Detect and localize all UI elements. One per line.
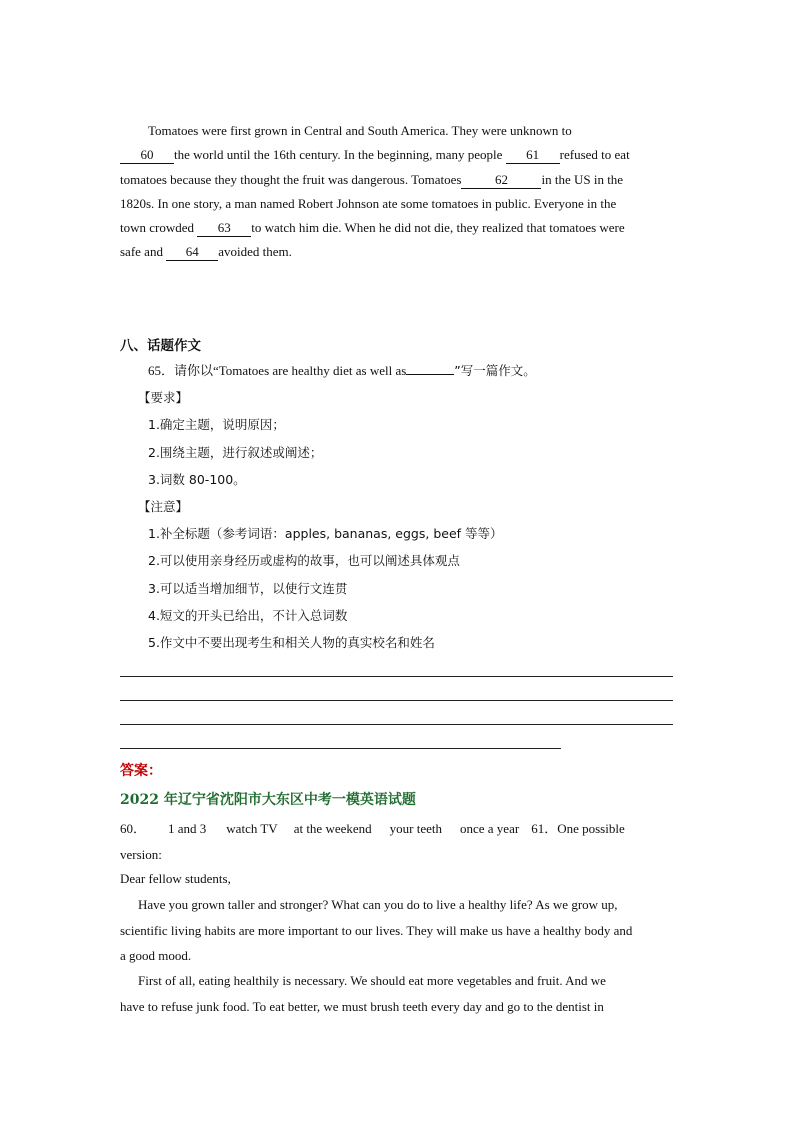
- passage-text: the world until the 16th century. In the beginning, many people: [174, 147, 503, 162]
- passage-text: avoided them.: [218, 244, 292, 259]
- answer-item: 1 and 3: [168, 821, 207, 836]
- passage-text: 1820s. In one story, a man named Robert Johnson ate some tomatoes in public. Everyone in the: [120, 196, 617, 211]
- letter-greeting: Dear fellow students,: [120, 871, 231, 886]
- essay-line: First of all, eating healthily is necessary. We should eat more vegetables and fruit. And we: [138, 973, 606, 988]
- notes-label: 【注意】: [138, 499, 189, 514]
- answer-item: once a year: [460, 821, 520, 836]
- writing-line[interactable]: [120, 676, 673, 677]
- passage-line-4: [120, 194, 680, 214]
- passage-text: Tomatoes were first grown in Central and South America. They were unknown to: [148, 123, 572, 138]
- title-blank[interactable]: [406, 374, 454, 375]
- essay-line: have to refuse junk food. To eat better, we must brush teeth every day and go to the dentist in: [120, 999, 604, 1014]
- passage-text: in the US in the: [541, 172, 624, 187]
- answer-number: 61．One possible: [531, 821, 625, 836]
- answer-label: 答案：: [120, 763, 162, 779]
- answer-item: your teeth: [389, 821, 442, 836]
- answer-item: at the weekend: [293, 821, 372, 836]
- passage-line-3: [120, 170, 680, 190]
- passage-text: town crowded: [120, 220, 195, 235]
- essay-line: a good mood.: [120, 948, 192, 963]
- answer-item: watch TV: [226, 821, 278, 836]
- section-heading: 八、话题作文: [120, 338, 201, 354]
- essay-line: scientific living habits are more important to our lives. They will make us have a healthy body and: [120, 923, 633, 938]
- note-3: 3.可以适当增加细节，以使行文连贯: [148, 581, 348, 596]
- writing-line[interactable]: [120, 748, 561, 749]
- requirements-label: 【要求】: [138, 390, 189, 405]
- requirement-2: 2.围绕主题，进行叙述或阐述；: [148, 445, 323, 460]
- passage-text: refused to eat: [559, 147, 630, 162]
- blank-64[interactable]: 64: [166, 244, 218, 261]
- blank-62[interactable]: 62: [461, 172, 541, 189]
- answer-row-version: version:: [120, 847, 162, 862]
- note-5: 5.作文中不要出现考生和相关人物的真实校名和姓名: [148, 635, 435, 650]
- answer-source-title: 2022 年辽宁省沈阳市大东区中考一模英语试题: [120, 792, 416, 808]
- writing-line[interactable]: [120, 724, 673, 725]
- note-2: 2.可以使用亲身经历或虚构的故事，也可以阐述具体观点: [148, 553, 460, 568]
- blank-63[interactable]: 63: [197, 220, 251, 237]
- passage-line-5: [120, 218, 680, 238]
- note-4: 4.短文的开头已给出，不计入总词数: [148, 608, 348, 623]
- question-text: 65．请你以“Tomatoes are healthy diet as well as: [148, 363, 407, 378]
- answer-row-60: [120, 819, 680, 839]
- passage-line-2: [120, 145, 680, 165]
- passage-text: safe and: [120, 244, 163, 259]
- requirement-3: 3.词数 80-100。: [148, 472, 246, 487]
- question-text: ”写一篇作文。: [454, 363, 536, 378]
- requirement-1: 1.确定主题，说明原因；: [148, 417, 285, 432]
- answer-number: 60．: [120, 821, 147, 836]
- passage-text: to watch him die. When he did not die, they realized that tomatoes were: [251, 220, 625, 235]
- passage-line-1: [148, 121, 708, 141]
- blank-61[interactable]: 61: [506, 147, 560, 164]
- question-65: [148, 361, 708, 381]
- note-1: 1.补全标题（参考词语：apples, bananas, eggs, beef 等等）: [148, 526, 503, 541]
- writing-line[interactable]: [120, 700, 673, 701]
- passage-line-6: [120, 242, 680, 262]
- blank-60[interactable]: 60: [120, 147, 174, 164]
- passage-text: tomatoes because they thought the fruit was dangerous. Tomatoes: [120, 172, 462, 187]
- essay-line: Have you grown taller and stronger? What can you do to live a healthy life? As we grow up,: [138, 897, 618, 912]
